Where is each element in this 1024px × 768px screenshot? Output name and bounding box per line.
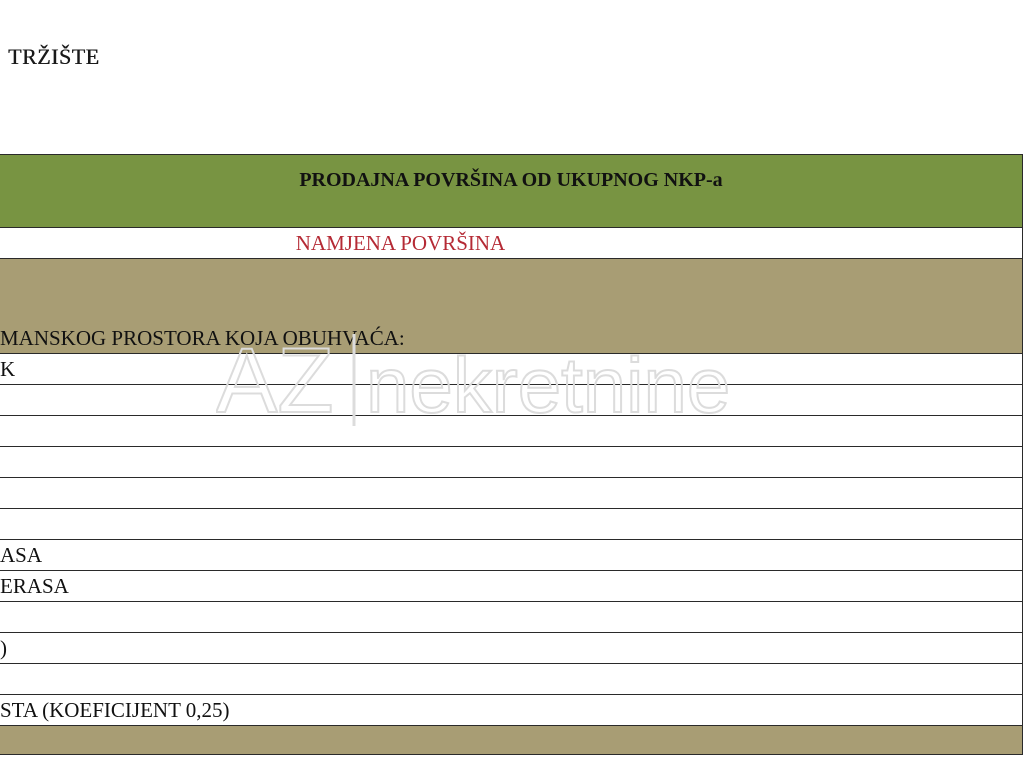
section-label: MANSKOG PROSTORA KOJA OBUHVAĆA:: [0, 259, 1023, 354]
table-cell: [0, 447, 1023, 478]
table-cell: [0, 385, 1023, 416]
table-cell: [0, 602, 1023, 633]
watermark-right: nekretnine: [366, 341, 731, 429]
table-cell: [0, 664, 1023, 695]
table-cell: STA (KOEFICIJENT 0,25): [0, 695, 1023, 726]
table-header-row: [0, 155, 1023, 228]
table-cell: ERASA: [0, 571, 1023, 602]
table-cell: [0, 416, 1023, 447]
table-row: [0, 602, 1023, 633]
table-row: [0, 385, 1023, 416]
surface-table: [0, 154, 1023, 755]
table-cell: K: [0, 354, 1023, 385]
table-row: [0, 695, 1023, 726]
table-row: [0, 416, 1023, 447]
table-cell: [0, 478, 1023, 509]
table-row: [0, 633, 1023, 664]
table-footer: [0, 726, 1023, 755]
table-row: [0, 664, 1023, 695]
table-cell: [0, 509, 1023, 540]
table-row: [0, 478, 1023, 509]
table-header: PRODAJNA POVRŠINA OD UKUPNOG NKP-a: [0, 155, 1023, 228]
table-row: [0, 354, 1023, 385]
table-footer-row: [0, 726, 1023, 755]
table-section-row: [0, 259, 1023, 354]
watermark-left: AZ: [216, 330, 334, 430]
table-subheader: NAMJENA POVRŠINA: [0, 228, 1023, 259]
table-row: [0, 540, 1023, 571]
table-subheader-row: [0, 228, 1023, 259]
table-row: [0, 571, 1023, 602]
table-cell: ): [0, 633, 1023, 664]
table-row: [0, 447, 1023, 478]
table-cell: ASA: [0, 540, 1023, 571]
page-heading: TRŽIŠTE: [8, 44, 100, 69]
table-row: [0, 509, 1023, 540]
